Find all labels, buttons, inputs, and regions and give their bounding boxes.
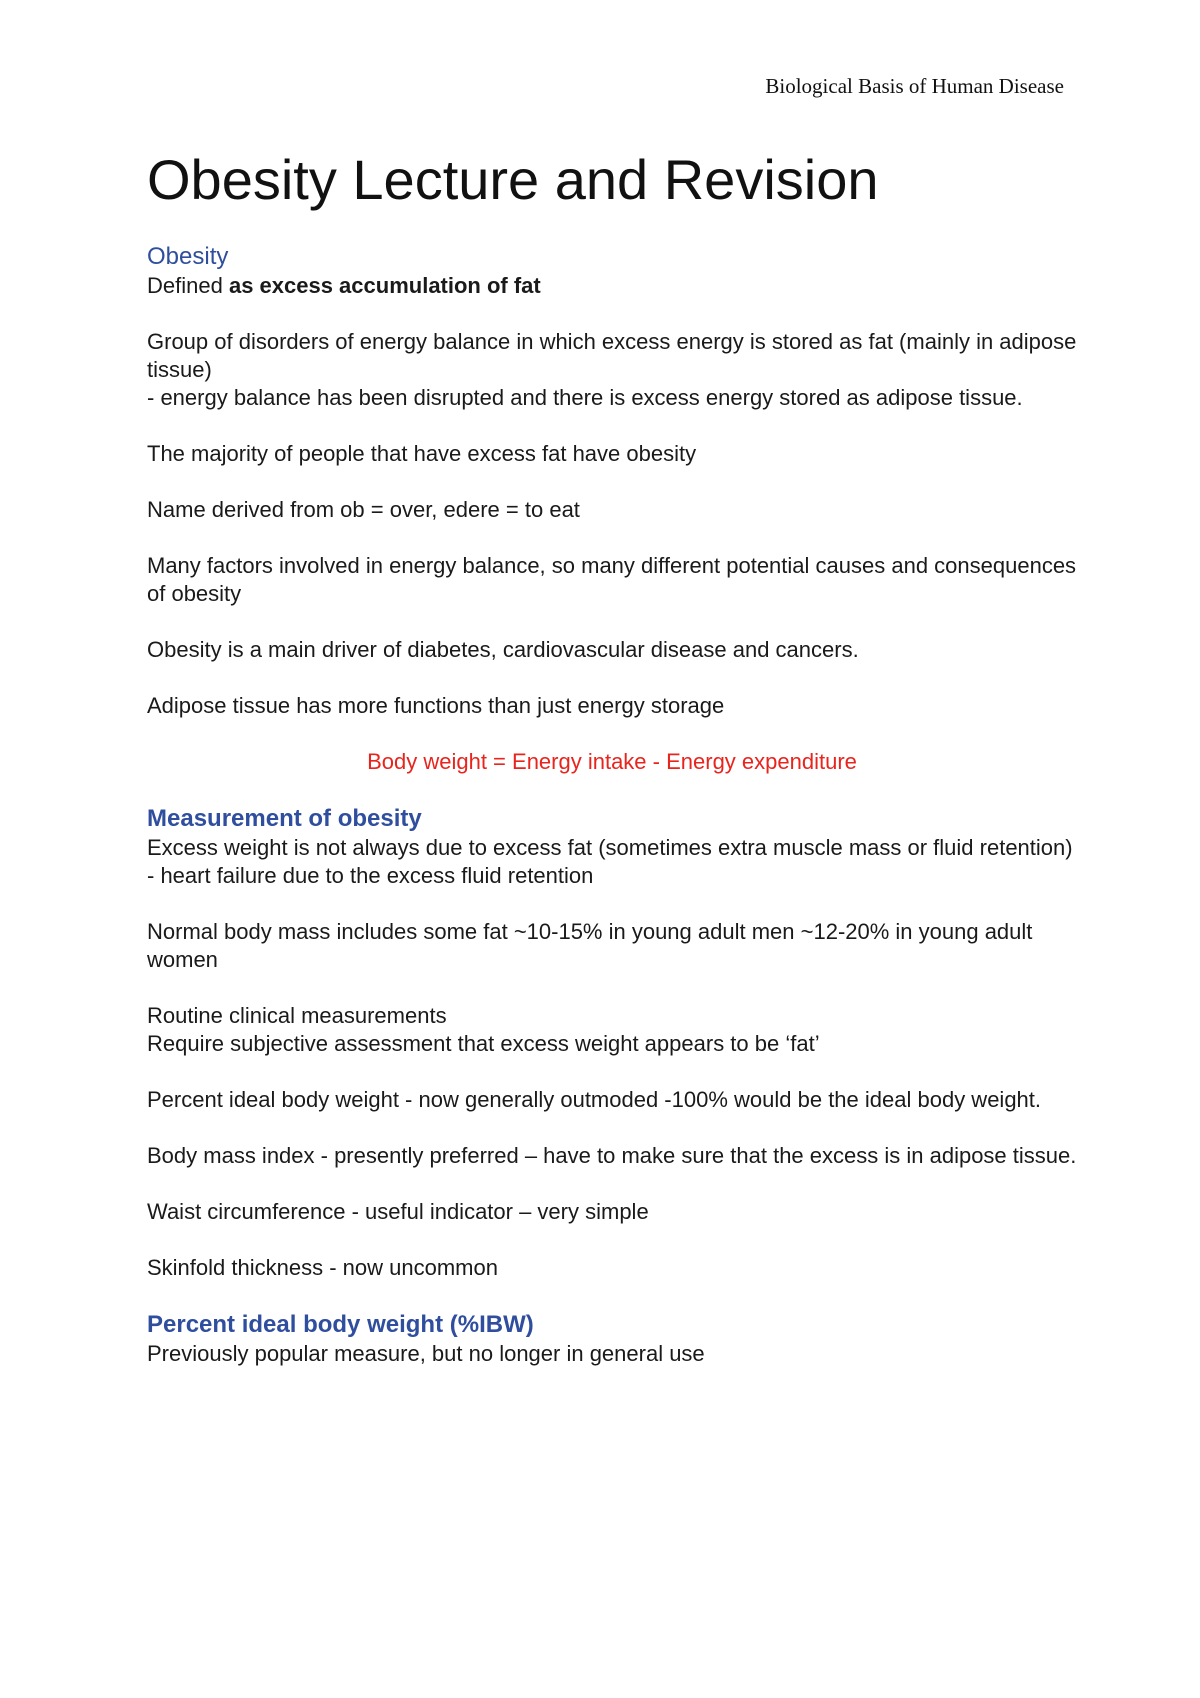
paragraph-main-driver: Obesity is a main driver of diabetes, cardiovascular disease and cancers.: [147, 637, 859, 662]
paragraph-bmi: Body mass index - presently preferred – have to make sure that the excess is in adipose tissue.: [147, 1143, 1077, 1168]
running-header: Biological Basis of Human Disease: [765, 74, 1064, 98]
section-ibw: [147, 1310, 1077, 1368]
paragraph-percent-ibw: Percent ideal body weight - now generally outmoded -100% would be the ideal body weight.: [147, 1087, 1042, 1112]
section-heading-measurement: Measurement of obesity: [147, 805, 422, 832]
paragraph-energy-balance: Group of disorders of energy balance in which excess energy is stored as fat (mainly in adipose tissue): [147, 329, 1077, 382]
formula-body-weight: Body weight = Energy intake - Energy expenditure: [367, 749, 857, 774]
definition-bold: as excess accumulation of fat: [228, 273, 541, 298]
paragraph-name-derivation: Name derived from ob = over, edere = to eat: [147, 497, 580, 522]
paragraph-routine-measurements: Routine clinical measurements: [147, 1003, 447, 1028]
paragraph-factors: Many factors involved in energy balance, so many different potential causes and consequences of obesity: [147, 553, 1077, 606]
paragraph-ibw-previously: Previously popular measure, but no longer in general use: [147, 1341, 705, 1366]
definition-prefix: Defined: [147, 273, 229, 298]
section-measurement: [147, 804, 1077, 1282]
section-heading-obesity: Obesity: [147, 243, 229, 270]
paragraph-excess-weight: Excess weight is not always due to excess fat (sometimes extra muscle mass or fluid retention): [147, 835, 1073, 860]
paragraph-normal-body-mass: Normal body mass includes some fat ~10-15% in young adult men ~12-20% in young adult women: [147, 919, 1033, 972]
document-body: [147, 148, 1077, 1396]
paragraph-skinfold: Skinfold thickness - now uncommon: [147, 1255, 498, 1280]
paragraph-majority: The majority of people that have excess fat have obesity: [147, 441, 697, 466]
document-title: Obesity Lecture and Revision: [147, 148, 879, 211]
paragraph-adipose-functions: Adipose tissue has more functions than just energy storage: [147, 693, 725, 718]
section-obesity: [147, 242, 1077, 776]
paragraph-heart-failure: - heart failure due to the excess fluid retention: [147, 863, 594, 888]
paragraph-subjective-assessment: Require subjective assessment that excess weight appears to be ‘fat’: [147, 1031, 820, 1056]
definition-paragraph: [147, 272, 1077, 300]
section-heading-ibw: Percent ideal body weight (%IBW): [147, 1311, 534, 1338]
paragraph-energy-balance-note: - energy balance has been disrupted and there is excess energy stored as adipose tissue.: [147, 385, 1023, 410]
paragraph-waist: Waist circumference - useful indicator – very simple: [147, 1199, 649, 1224]
